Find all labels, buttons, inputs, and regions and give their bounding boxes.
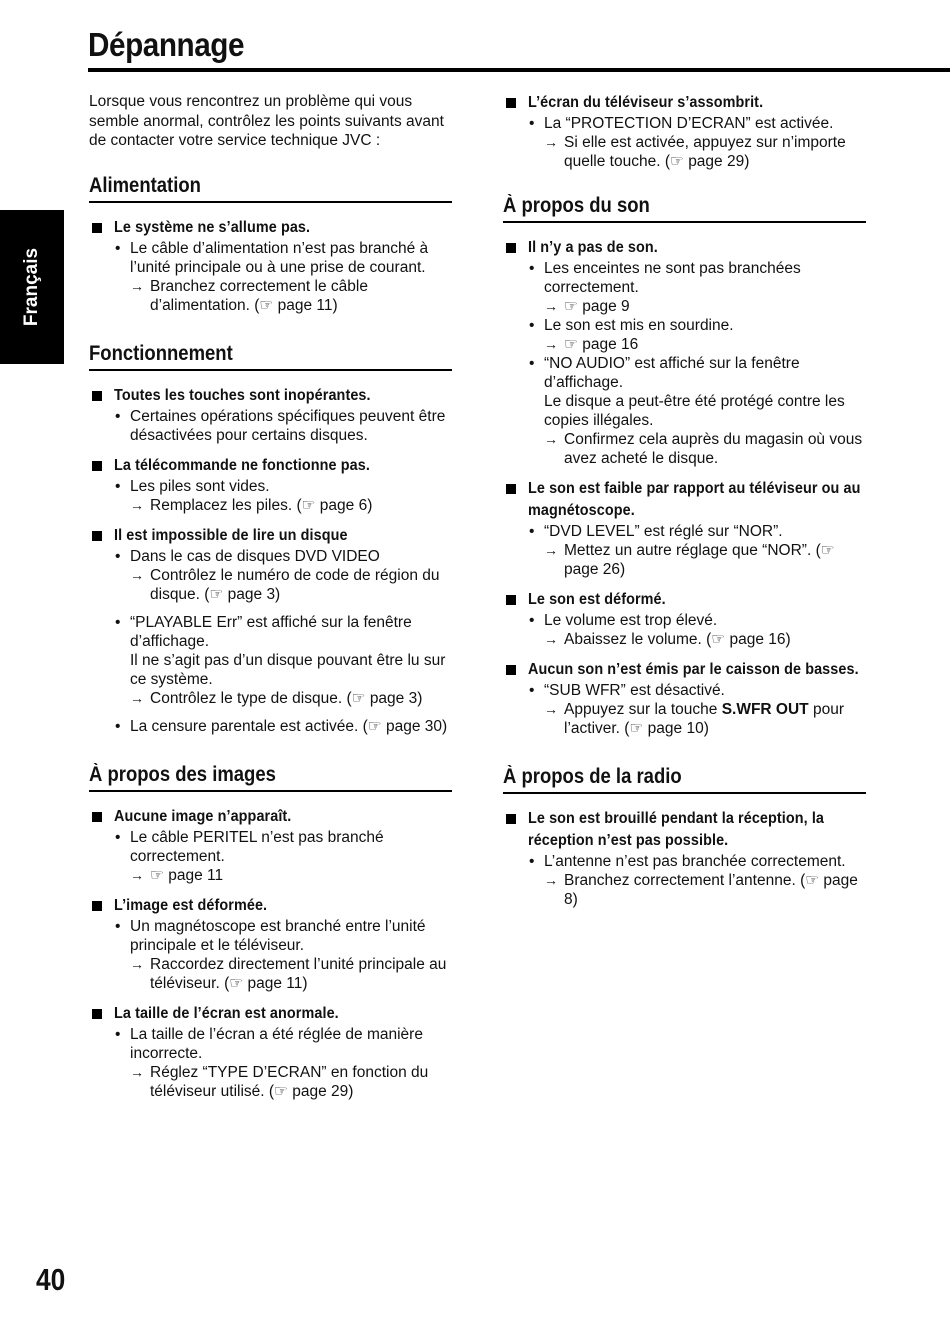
section-alimentation xyxy=(89,173,452,315)
arrow-icon: → xyxy=(130,866,144,883)
remedy-item: → Raccordez directement l’unité principale au téléviseur. (☞ page 11) xyxy=(130,955,447,992)
issue-item xyxy=(503,808,866,909)
section-ecran xyxy=(503,92,866,171)
issue-item xyxy=(89,895,452,993)
remedy-item: → Mettez un autre réglage que “NOR”. (☞ page 26) xyxy=(544,542,835,578)
section-title: À propos de la radio xyxy=(503,765,682,788)
issue-heading: Aucune image n’apparaît. xyxy=(89,806,452,828)
section-radio xyxy=(503,764,866,909)
remedy-item: → Appuyez sur la touche S.WFR OUT pour l’activer. (☞ page 10) xyxy=(544,701,844,737)
section-title: À propos du son xyxy=(503,194,650,217)
bullet-icon: • xyxy=(529,523,535,540)
remedy-item: → Remplacez les piles. (☞ page 6) xyxy=(130,496,373,514)
cause-item: • Le volume est trop élevé. xyxy=(529,612,718,629)
section-images xyxy=(89,762,452,1101)
issue-item xyxy=(503,237,866,468)
issue-heading: Il est impossible de lire un disque xyxy=(89,525,452,547)
bullet-icon: • xyxy=(115,917,121,935)
page-number: 40 xyxy=(36,1262,66,1297)
square-bullet-icon xyxy=(92,223,102,233)
arrow-icon: → xyxy=(544,298,558,314)
arrow-icon: → xyxy=(544,872,558,888)
arrow-icon: → xyxy=(544,431,558,447)
cause-item: • Les enceintes ne sont pas branchées correctement. xyxy=(529,260,801,296)
button-name: S.WFR OUT xyxy=(721,701,809,718)
issue-heading: Le son est déformé. xyxy=(503,589,866,611)
bullet-icon: • xyxy=(529,355,535,372)
language-tab-label: Français xyxy=(21,247,42,327)
bullet-icon: • xyxy=(529,612,535,629)
remedy-item: → Abaissez le volume. (☞ page 16) xyxy=(544,631,791,648)
issue-heading: La taille de l’écran est anormale. xyxy=(89,1003,452,1025)
remedy-item: → Contrôlez le numéro de code de région du disque. (☞ page 3) xyxy=(130,566,440,603)
arrow-icon: → xyxy=(544,701,558,717)
cause-item: • “PLAYABLE Err” est affiché sur la fenêtre d’affichage. xyxy=(115,613,412,650)
cause-item: • Dans le cas de disques DVD VIDEO xyxy=(115,547,380,565)
section-rule xyxy=(503,221,866,223)
section-son xyxy=(503,193,866,738)
cause-item: • Certaines opérations spécifiques peuvent être désactivées pour certains disques. xyxy=(115,407,446,444)
remedy-item: → ☞ page 9 xyxy=(544,298,630,315)
cause-item: • Les piles sont vides. xyxy=(115,477,270,495)
arrow-icon: → xyxy=(544,631,558,647)
remedy-item: → Contrôlez le type de disque. (☞ page 3) xyxy=(130,689,423,707)
right-column xyxy=(503,92,866,935)
remedy-item: → Si elle est activée, appuyez sur n’importe quelle touche. (☞ page 29) xyxy=(544,134,846,170)
square-bullet-icon xyxy=(92,461,102,471)
bullet-icon: • xyxy=(115,477,121,495)
issue-item xyxy=(89,455,452,515)
remedy-item: → Branchez correctement le câble d’alimentation. (☞ page 11) xyxy=(130,277,368,314)
issue-heading: Aucun son n’est émis par le caisson de basses. xyxy=(503,659,866,681)
section-title: Alimentation xyxy=(89,173,201,197)
bullet-icon: • xyxy=(115,717,121,735)
title-rule xyxy=(88,68,950,72)
language-tab xyxy=(0,210,64,364)
bullet-icon: • xyxy=(529,682,535,699)
bullet-icon: • xyxy=(115,407,121,425)
square-bullet-icon xyxy=(506,595,516,605)
issue-item xyxy=(503,659,866,738)
issue-heading: L’image est déformée. xyxy=(89,895,452,917)
bullet-icon: • xyxy=(115,1025,121,1043)
cause-note: Le disque a peut-être été protégé contre les copies illégales. xyxy=(544,393,845,429)
issue-heading: Toutes les touches sont inopérantes. xyxy=(89,385,452,407)
arrow-icon: → xyxy=(130,689,144,706)
cause-item: • L’antenne n’est pas branchée correctement. xyxy=(529,853,846,870)
section-rule xyxy=(89,201,452,203)
bullet-icon: • xyxy=(115,547,121,565)
left-column xyxy=(89,92,452,1127)
bullet-icon: • xyxy=(529,317,535,334)
section-rule xyxy=(503,792,866,794)
section-rule xyxy=(89,369,452,371)
issue-item xyxy=(503,478,866,579)
cause-note: Il ne s’agit pas d’un disque pouvant être lu sur ce système. xyxy=(130,651,446,688)
cause-item: • Un magnétoscope est branché entre l’unité principale et le téléviseur. xyxy=(115,917,426,954)
square-bullet-icon xyxy=(506,814,516,824)
bullet-icon: • xyxy=(529,260,535,277)
remedy-item: → Réglez “TYPE D’ECRAN” en fonction du téléviseur utilisé. (☞ page 29) xyxy=(130,1063,429,1100)
bullet-icon: • xyxy=(115,613,121,631)
cause-item: • La censure parentale est activée. (☞ page 30) xyxy=(115,717,448,735)
square-bullet-icon xyxy=(92,901,102,911)
page-title: Dépannage xyxy=(88,26,245,63)
arrow-icon: → xyxy=(130,566,144,583)
arrow-icon: → xyxy=(130,955,144,972)
cause-item: • La “PROTECTION D’ECRAN” est activée. xyxy=(529,115,834,132)
issue-item xyxy=(89,385,452,445)
arrow-icon: → xyxy=(130,1063,144,1080)
cause-item: • “DVD LEVEL” est réglé sur “NOR”. xyxy=(529,523,783,540)
issue-heading: Le système ne s’allume pas. xyxy=(89,217,452,239)
issue-item xyxy=(89,806,452,885)
cause-item: • Le câble d’alimentation n’est pas branché à l’unité principale ou à une prise de courant. xyxy=(115,239,429,276)
square-bullet-icon xyxy=(92,391,102,401)
issue-item xyxy=(503,92,866,171)
square-bullet-icon xyxy=(92,531,102,541)
square-bullet-icon xyxy=(506,484,516,494)
square-bullet-icon xyxy=(92,812,102,822)
arrow-icon: → xyxy=(544,542,558,558)
cause-item: • “SUB WFR” est désactivé. xyxy=(529,682,725,699)
section-title: Fonctionnement xyxy=(89,341,233,365)
cause-item: • La taille de l’écran a été réglée de manière incorrecte. xyxy=(115,1025,423,1062)
bullet-icon: • xyxy=(529,853,535,870)
square-bullet-icon xyxy=(506,665,516,675)
issue-item xyxy=(503,589,866,649)
issue-heading: Le son est brouillé pendant la réception, la réception n’est pas possible. xyxy=(503,808,866,852)
issue-heading: Le son est faible par rapport au téléviseur ou au magnétoscope. xyxy=(503,478,866,522)
arrow-icon: → xyxy=(130,496,144,513)
remedy-item: → Confirmez cela auprès du magasin où vous avez acheté le disque. xyxy=(544,431,863,467)
arrow-icon: → xyxy=(544,336,558,352)
remedy-item: → ☞ page 11 xyxy=(130,866,224,884)
bullet-icon: • xyxy=(115,239,121,257)
bullet-icon: • xyxy=(529,115,535,132)
intro-paragraph: Lorsque vous rencontrez un problème qui vous semble anormal, contrôlez les points suivants avant de contacter votre service technique JVC : xyxy=(89,93,444,149)
cause-item: • Le son est mis en sourdine. xyxy=(529,317,734,334)
section-rule xyxy=(89,790,452,792)
square-bullet-icon xyxy=(92,1009,102,1019)
square-bullet-icon xyxy=(506,243,516,253)
issue-heading: L’écran du téléviseur s’assombrit. xyxy=(503,92,866,114)
square-bullet-icon xyxy=(506,98,516,108)
cause-item: • “NO AUDIO” est affiché sur la fenêtre d’affichage. xyxy=(529,355,800,391)
section-fonctionnement xyxy=(89,341,452,736)
arrow-icon: → xyxy=(130,277,144,294)
remedy-item: → Branchez correctement l’antenne. (☞ page 8) xyxy=(544,872,858,908)
issue-item xyxy=(89,217,452,315)
remedy-item: → ☞ page 16 xyxy=(544,336,639,353)
issue-item xyxy=(89,525,452,736)
arrow-icon: → xyxy=(544,134,558,150)
issue-heading: Il n’y a pas de son. xyxy=(503,237,866,259)
issue-heading: La télécommande ne fonctionne pas. xyxy=(89,455,452,477)
issue-item xyxy=(89,1003,452,1101)
bullet-icon: • xyxy=(115,828,121,846)
cause-item: • Le câble PERITEL n’est pas branché correctement. xyxy=(115,828,384,865)
section-title: À propos des images xyxy=(89,762,276,786)
